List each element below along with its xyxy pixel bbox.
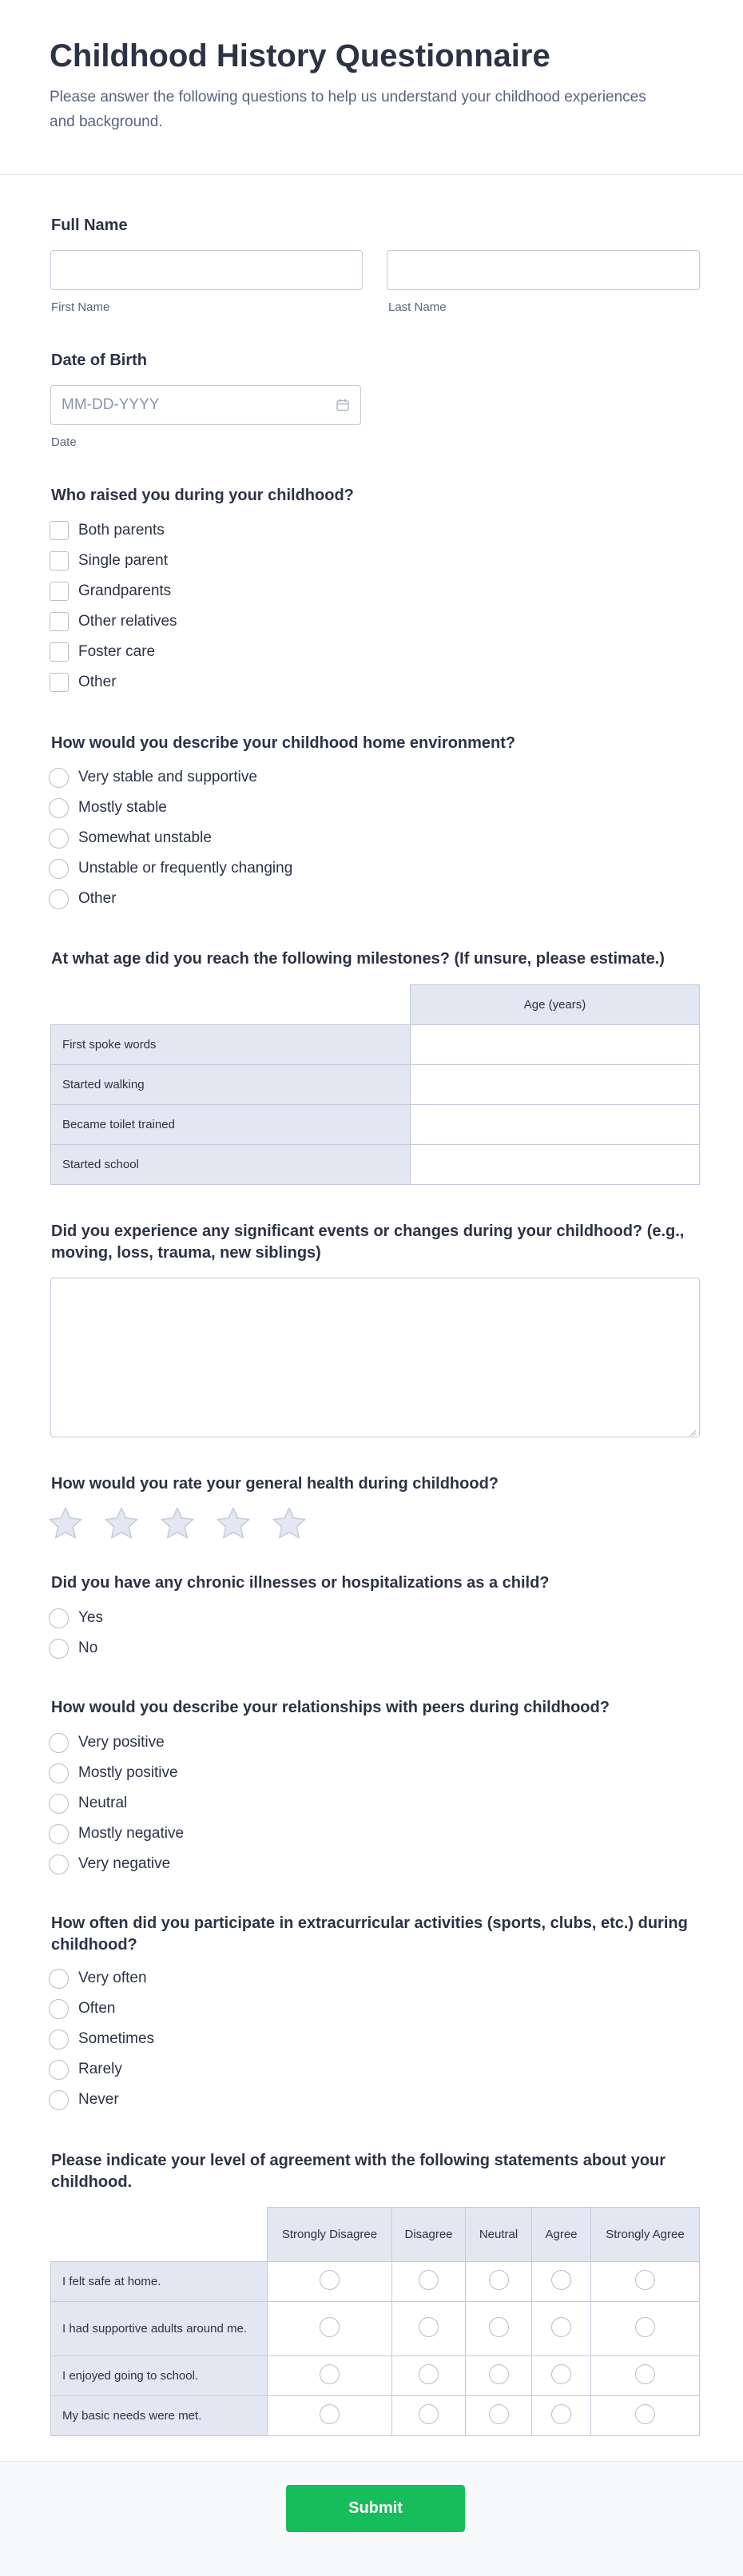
raised-by-option[interactable]: [50, 579, 177, 603]
calendar-icon[interactable]: [336, 398, 350, 412]
peers-option[interactable]: [49, 1731, 184, 1755]
option-label: Often: [78, 2000, 116, 2017]
matrix-cell[interactable]: [466, 2396, 532, 2436]
matrix-row-label: I enjoyed going to school.: [51, 2356, 268, 2396]
matrix-column-header: Strongly Disagree: [268, 2208, 392, 2262]
home-env-options: [49, 765, 292, 911]
radio-button[interactable]: [489, 2404, 509, 2424]
matrix-corner: [51, 2208, 268, 2262]
peers-option[interactable]: [49, 1822, 184, 1846]
matrix-cell[interactable]: [466, 2262, 532, 2302]
illness-option[interactable]: [49, 1636, 103, 1660]
peers-option[interactable]: [49, 1852, 184, 1876]
radio-button[interactable]: [49, 1608, 69, 1628]
age-input-cell[interactable]: [411, 1145, 700, 1185]
matrix-cell[interactable]: [591, 2302, 700, 2356]
matrix-cell[interactable]: [392, 2302, 466, 2356]
first-name-sublabel: First Name: [51, 300, 110, 314]
checkbox[interactable]: [50, 551, 69, 570]
radio-button[interactable]: [49, 1824, 69, 1844]
table-corner: [51, 985, 411, 1025]
matrix-cell[interactable]: [532, 2302, 591, 2356]
option-label: Mostly stable: [78, 799, 167, 816]
radio-button[interactable]: [419, 2270, 439, 2290]
radio-button[interactable]: [49, 1969, 69, 1989]
last-name-sublabel: Last Name: [388, 300, 447, 314]
form-title: Childhood History Questionnaire: [50, 38, 550, 74]
last-name-input[interactable]: [387, 250, 700, 290]
raised-by-option[interactable]: [50, 519, 177, 543]
radio-button[interactable]: [635, 2364, 655, 2384]
table-row: [51, 1105, 700, 1145]
radio-button[interactable]: [49, 1733, 69, 1753]
peers-options: [49, 1731, 184, 1876]
matrix-cell[interactable]: [268, 2396, 392, 2436]
raised-by-option[interactable]: [50, 549, 177, 573]
star-icon[interactable]: [46, 1505, 85, 1543]
option-label: Very stable and supportive: [78, 769, 257, 785]
option-label: Mostly negative: [78, 1825, 185, 1842]
first-name-input[interactable]: [50, 250, 363, 290]
submit-button[interactable]: Submit: [286, 2485, 465, 2532]
option-label: Foster care: [78, 643, 156, 660]
radio-button[interactable]: [49, 768, 69, 788]
peers-label: How would you describe your relationships with peers during childhood?: [51, 1699, 610, 1716]
dob-label: Date of Birth: [51, 352, 147, 369]
home-env-option[interactable]: [49, 857, 292, 881]
milestones-label: At what age did you reach the following milestones? (If unsure, please estimate.): [51, 950, 665, 968]
matrix-column-header: Neutral: [466, 2208, 532, 2262]
table-row: [51, 1065, 700, 1105]
radio-button[interactable]: [49, 859, 69, 879]
radio-button[interactable]: [49, 889, 69, 909]
option-label: Yes: [78, 1609, 103, 1626]
matrix-cell[interactable]: [392, 2396, 466, 2436]
peers-option[interactable]: [49, 1791, 184, 1815]
option-label: Other: [78, 890, 117, 907]
option-label: Sometimes: [78, 2030, 155, 2047]
matrix-cell[interactable]: [268, 2356, 392, 2396]
extracurricular-label: How often did you participate in extracurricular activities (sports, clubs, etc.) during childhood?: [51, 1914, 688, 1954]
matrix-row-label: I had supportive adults around me.: [51, 2302, 268, 2356]
matrix-cell[interactable]: [268, 2262, 392, 2302]
radio-button[interactable]: [419, 2317, 439, 2337]
illness-options: [49, 1606, 103, 1660]
radio-button[interactable]: [635, 2317, 655, 2337]
option-label: Other relatives: [78, 613, 177, 630]
milestones-table: [50, 984, 700, 1185]
raised-by-option[interactable]: [50, 670, 177, 694]
option-label: Unstable or frequently changing: [78, 860, 293, 877]
checkbox[interactable]: [50, 612, 69, 631]
health-label: How would you rate your general health during childhood?: [51, 1475, 499, 1493]
checkbox[interactable]: [50, 673, 69, 692]
matrix-cell[interactable]: [392, 2262, 466, 2302]
star-rating: [46, 1505, 310, 1544]
matrix-cell[interactable]: [268, 2302, 392, 2356]
events-textarea[interactable]: [50, 1278, 700, 1437]
matrix-column-header: Strongly Agree: [591, 2208, 700, 2262]
radio-button[interactable]: [419, 2364, 439, 2384]
extracurricular-option[interactable]: [49, 2057, 154, 2081]
table-row: [51, 1145, 700, 1185]
dob-sublabel: Date: [51, 435, 77, 449]
age-input-cell[interactable]: [411, 1025, 700, 1065]
raised-by-options: [50, 519, 177, 694]
table-column-header: Age (years): [411, 985, 700, 1025]
raised-by-label: Who raised you during your childhood?: [51, 487, 354, 504]
radio-button[interactable]: [635, 2270, 655, 2290]
star-icon[interactable]: [158, 1505, 197, 1543]
agreement-matrix: [50, 2207, 700, 2436]
matrix-cell[interactable]: [392, 2356, 466, 2396]
matrix-cell[interactable]: [466, 2356, 532, 2396]
option-label: Rarely: [78, 2061, 122, 2077]
table-row: [51, 1025, 700, 1065]
matrix-cell[interactable]: [532, 2356, 591, 2396]
star-icon[interactable]: [214, 1505, 252, 1543]
option-label: Mostly positive: [78, 1764, 178, 1781]
raised-by-option[interactable]: [50, 610, 177, 634]
option-label: Very negative: [78, 1855, 171, 1872]
radio-button[interactable]: [320, 2270, 340, 2290]
illness-label: Did you have any chronic illnesses or hospitalizations as a child?: [51, 1574, 550, 1592]
radio-button[interactable]: [489, 2270, 509, 2290]
radio-button[interactable]: [551, 2317, 571, 2337]
radio-button[interactable]: [551, 2364, 571, 2384]
matrix-cell[interactable]: [591, 2262, 700, 2302]
dob-input[interactable]: [50, 385, 361, 425]
radio-button[interactable]: [551, 2270, 571, 2290]
peers-option[interactable]: [49, 1761, 184, 1785]
matrix-cell[interactable]: [591, 2356, 700, 2396]
radio-button[interactable]: [49, 2060, 69, 2080]
option-label: No: [78, 1640, 98, 1656]
full-name-label: Full Name: [51, 217, 128, 234]
radio-button[interactable]: [49, 1999, 69, 2019]
checkbox[interactable]: [50, 582, 69, 601]
matrix-row-label: I felt safe at home.: [51, 2262, 268, 2302]
radio-button[interactable]: [419, 2404, 439, 2424]
checkbox[interactable]: [50, 642, 69, 662]
matrix-cell[interactable]: [532, 2396, 591, 2436]
header-divider: [0, 174, 743, 175]
matrix-cell[interactable]: [591, 2396, 700, 2436]
agreement-label: Please indicate your level of agreement with the following statements about your childhood.: [51, 2152, 666, 2191]
radio-button[interactable]: [635, 2404, 655, 2424]
home-env-option[interactable]: [49, 826, 292, 850]
home-env-option[interactable]: [49, 796, 292, 820]
option-label: Very positive: [78, 1734, 165, 1751]
matrix-row-label: My basic needs were met.: [51, 2396, 268, 2436]
radio-button[interactable]: [49, 1794, 69, 1814]
age-input-cell[interactable]: [411, 1105, 700, 1145]
home-env-label: How would you describe your childhood home environment?: [51, 734, 516, 752]
option-label: Never: [78, 2091, 119, 2108]
matrix-row: [51, 2356, 700, 2396]
option-label: Neutral: [78, 1795, 128, 1811]
radio-button[interactable]: [320, 2364, 340, 2384]
option-label: Somewhat unstable: [78, 829, 212, 846]
radio-button[interactable]: [49, 829, 69, 849]
radio-button[interactable]: [320, 2317, 340, 2337]
raised-by-option[interactable]: [50, 640, 177, 664]
resize-handle-icon[interactable]: [689, 1426, 697, 1434]
extracurricular-option[interactable]: [49, 1997, 154, 2021]
table-row-label: Started walking: [51, 1065, 411, 1105]
form-subtitle: Please answer the following questions to help us understand your childhood experiences and background.: [50, 89, 646, 130]
radio-button[interactable]: [49, 1854, 69, 1874]
option-label: Single parent: [78, 552, 168, 569]
option-label: Both parents: [78, 522, 165, 539]
home-env-option[interactable]: [49, 887, 292, 911]
radio-button[interactable]: [551, 2404, 571, 2424]
option-label: Grandparents: [78, 582, 172, 599]
extracurricular-option[interactable]: [49, 1966, 154, 1990]
radio-button[interactable]: [49, 1763, 69, 1783]
radio-button[interactable]: [49, 2090, 69, 2110]
table-row-label: Started school: [51, 1145, 411, 1185]
dob-placeholder: MM-DD-YYYY: [62, 396, 160, 413]
radio-button[interactable]: [49, 1639, 69, 1659]
matrix-row: [51, 2262, 700, 2302]
extracurricular-options: [49, 1966, 154, 2112]
matrix-cell[interactable]: [532, 2262, 591, 2302]
radio-button[interactable]: [320, 2404, 340, 2424]
star-icon[interactable]: [102, 1505, 141, 1543]
table-row-label: First spoke words: [51, 1025, 411, 1065]
option-label: Other: [78, 674, 117, 690]
matrix-row: [51, 2302, 700, 2356]
illness-option[interactable]: [49, 1606, 103, 1630]
matrix-cell[interactable]: [466, 2302, 532, 2356]
radio-button[interactable]: [49, 798, 69, 818]
events-label: Did you experience any significant events or changes during your childhood? (e.g., moving, loss, trauma, new siblings): [51, 1222, 685, 1262]
home-env-option[interactable]: [49, 765, 292, 789]
option-label: Very often: [78, 1970, 147, 1986]
checkbox[interactable]: [50, 521, 69, 540]
table-row-label: Became toilet trained: [51, 1105, 411, 1145]
radio-button[interactable]: [489, 2317, 509, 2337]
radio-button[interactable]: [49, 2029, 69, 2049]
age-input-cell[interactable]: [411, 1065, 700, 1105]
extracurricular-option[interactable]: [49, 2088, 154, 2112]
radio-button[interactable]: [489, 2364, 509, 2384]
extracurricular-option[interactable]: [49, 2027, 154, 2051]
matrix-column-header: Disagree: [392, 2208, 466, 2262]
star-icon[interactable]: [270, 1505, 308, 1543]
matrix-row: [51, 2396, 700, 2436]
matrix-column-header: Agree: [532, 2208, 591, 2262]
